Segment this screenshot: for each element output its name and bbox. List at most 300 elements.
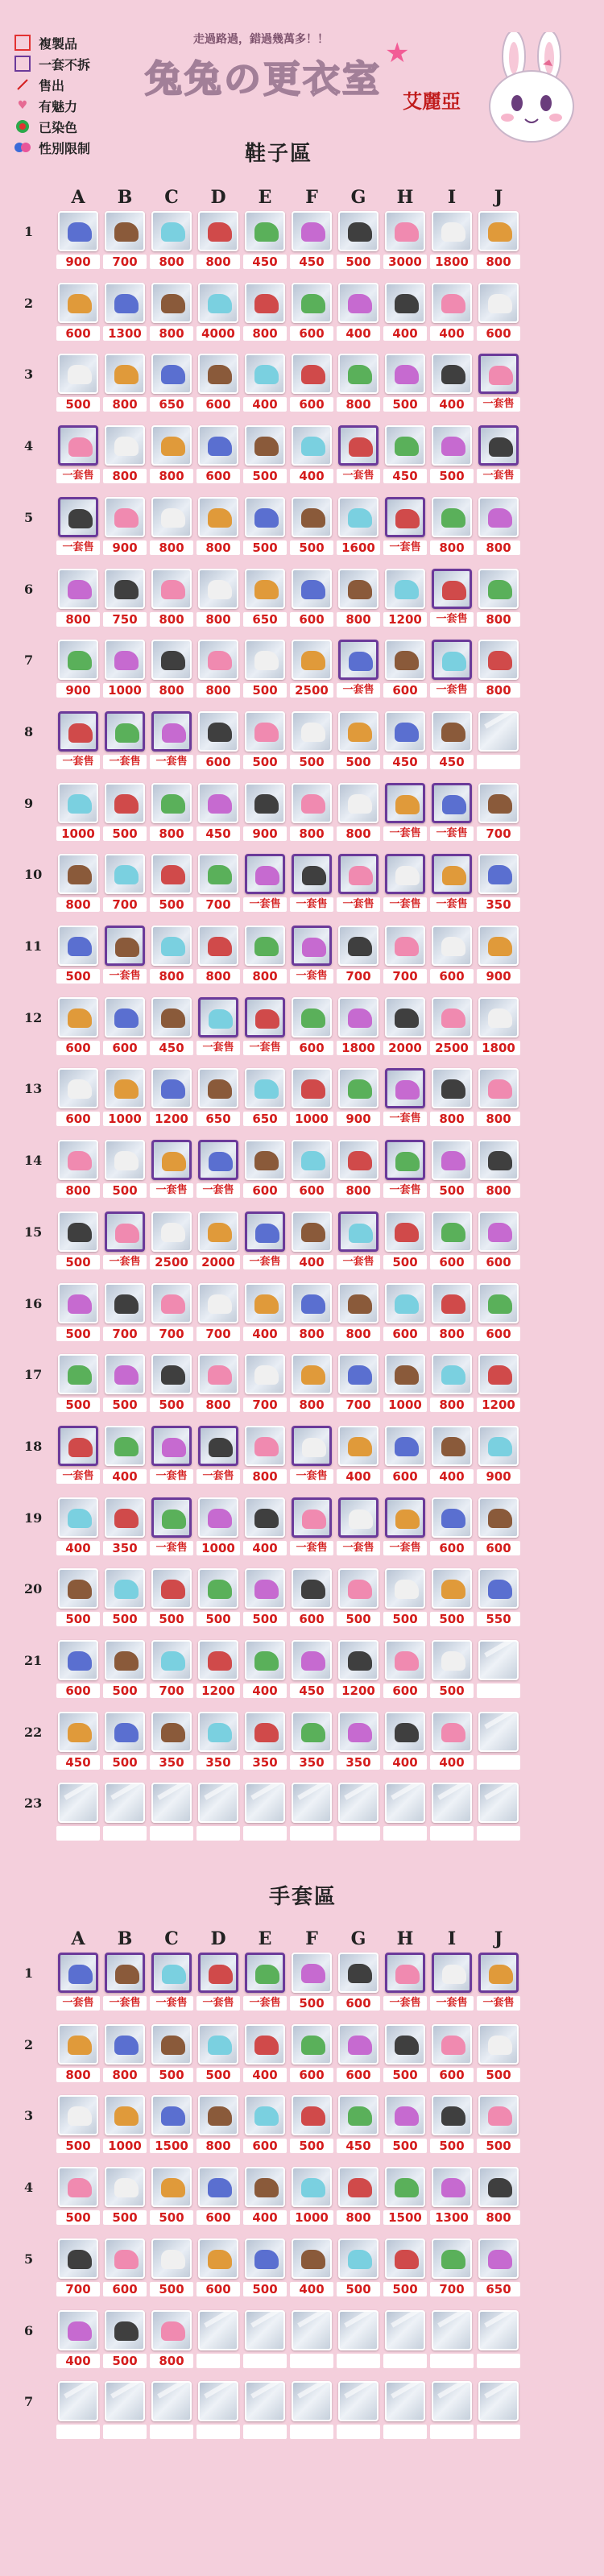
item-cell[interactable] bbox=[103, 2167, 147, 2225]
item-thumbnail[interactable] bbox=[338, 283, 379, 323]
item-cell[interactable] bbox=[337, 2310, 380, 2368]
item-thumbnail[interactable] bbox=[478, 2310, 519, 2350]
item-thumbnail[interactable] bbox=[151, 2238, 192, 2279]
item-cell[interactable] bbox=[243, 926, 287, 984]
item-thumbnail[interactable] bbox=[478, 1568, 519, 1609]
item-cell[interactable] bbox=[150, 1568, 193, 1626]
item-thumbnail[interactable] bbox=[245, 2238, 285, 2279]
item-cell[interactable] bbox=[337, 711, 380, 769]
item-thumbnail[interactable] bbox=[478, 1211, 519, 1252]
item-cell[interactable] bbox=[477, 354, 520, 412]
item-thumbnail[interactable] bbox=[385, 497, 425, 537]
item-thumbnail[interactable] bbox=[151, 1068, 192, 1108]
item-cell[interactable] bbox=[197, 2095, 240, 2153]
item-thumbnail[interactable] bbox=[105, 211, 145, 251]
item-thumbnail[interactable] bbox=[338, 2310, 379, 2350]
item-thumbnail[interactable] bbox=[58, 354, 98, 394]
item-thumbnail[interactable] bbox=[338, 2095, 379, 2135]
item-cell[interactable] bbox=[243, 1283, 287, 1341]
item-cell[interactable] bbox=[56, 569, 100, 627]
item-thumbnail[interactable] bbox=[245, 1283, 285, 1323]
item-thumbnail[interactable] bbox=[198, 1068, 238, 1108]
item-thumbnail[interactable] bbox=[105, 711, 145, 752]
item-cell[interactable] bbox=[103, 211, 147, 269]
item-cell[interactable] bbox=[337, 1283, 380, 1341]
item-thumbnail[interactable] bbox=[432, 854, 472, 894]
item-cell[interactable] bbox=[56, 1354, 100, 1412]
item-thumbnail[interactable] bbox=[432, 711, 472, 752]
item-cell[interactable] bbox=[383, 997, 427, 1055]
item-cell[interactable] bbox=[243, 1211, 287, 1269]
item-thumbnail[interactable] bbox=[478, 354, 519, 394]
item-cell[interactable] bbox=[430, 569, 474, 627]
item-thumbnail[interactable] bbox=[478, 569, 519, 609]
item-thumbnail[interactable] bbox=[338, 1712, 379, 1752]
item-thumbnail[interactable] bbox=[245, 1640, 285, 1680]
item-thumbnail[interactable] bbox=[105, 1211, 145, 1252]
item-cell[interactable] bbox=[243, 354, 287, 412]
item-cell[interactable] bbox=[150, 283, 193, 341]
item-cell[interactable] bbox=[197, 2024, 240, 2082]
item-cell[interactable] bbox=[430, 1568, 474, 1626]
item-thumbnail[interactable] bbox=[245, 2167, 285, 2207]
item-thumbnail[interactable] bbox=[58, 2167, 98, 2207]
item-cell[interactable] bbox=[56, 1568, 100, 1626]
item-cell[interactable] bbox=[337, 283, 380, 341]
item-thumbnail[interactable] bbox=[478, 854, 519, 894]
item-thumbnail[interactable] bbox=[151, 425, 192, 466]
item-thumbnail[interactable] bbox=[151, 283, 192, 323]
item-cell[interactable] bbox=[243, 497, 287, 555]
item-cell[interactable] bbox=[103, 497, 147, 555]
item-cell[interactable] bbox=[243, 1568, 287, 1626]
item-cell[interactable] bbox=[56, 1068, 100, 1126]
item-cell[interactable] bbox=[243, 2310, 287, 2368]
item-cell[interactable] bbox=[477, 926, 520, 984]
item-thumbnail[interactable] bbox=[338, 1497, 379, 1538]
item-thumbnail[interactable] bbox=[105, 569, 145, 609]
item-cell[interactable] bbox=[477, 2310, 520, 2368]
item-cell[interactable] bbox=[197, 640, 240, 698]
item-thumbnail[interactable] bbox=[198, 783, 238, 823]
item-thumbnail[interactable] bbox=[478, 997, 519, 1037]
item-thumbnail[interactable] bbox=[338, 1568, 379, 1609]
item-cell[interactable] bbox=[197, 926, 240, 984]
item-cell[interactable] bbox=[290, 711, 333, 769]
item-cell[interactable] bbox=[337, 1211, 380, 1269]
item-thumbnail[interactable] bbox=[245, 1068, 285, 1108]
item-thumbnail[interactable] bbox=[292, 1140, 332, 1180]
item-cell[interactable] bbox=[197, 354, 240, 412]
item-thumbnail[interactable] bbox=[105, 1953, 145, 1993]
item-cell[interactable] bbox=[103, 1211, 147, 1269]
item-thumbnail[interactable] bbox=[151, 211, 192, 251]
item-cell[interactable] bbox=[290, 2095, 333, 2153]
item-thumbnail[interactable] bbox=[338, 354, 379, 394]
item-cell[interactable] bbox=[477, 1068, 520, 1126]
item-cell[interactable] bbox=[103, 1283, 147, 1341]
item-cell[interactable] bbox=[103, 711, 147, 769]
item-cell[interactable] bbox=[103, 1068, 147, 1126]
item-thumbnail[interactable] bbox=[245, 2095, 285, 2135]
item-cell[interactable] bbox=[337, 2381, 380, 2439]
item-thumbnail[interactable] bbox=[432, 497, 472, 537]
item-cell[interactable] bbox=[150, 2095, 193, 2153]
item-thumbnail[interactable] bbox=[478, 1140, 519, 1180]
item-cell[interactable] bbox=[337, 783, 380, 841]
item-cell[interactable] bbox=[197, 1068, 240, 1126]
item-thumbnail[interactable] bbox=[245, 2024, 285, 2065]
item-cell[interactable] bbox=[430, 926, 474, 984]
item-cell[interactable] bbox=[150, 2381, 193, 2439]
item-thumbnail[interactable] bbox=[245, 1953, 285, 1993]
item-thumbnail[interactable] bbox=[245, 1426, 285, 1466]
item-cell[interactable] bbox=[197, 2238, 240, 2296]
item-thumbnail[interactable] bbox=[432, 2310, 472, 2350]
item-thumbnail[interactable] bbox=[245, 1354, 285, 1394]
item-cell[interactable] bbox=[56, 1283, 100, 1341]
item-thumbnail[interactable] bbox=[292, 1497, 332, 1538]
item-thumbnail[interactable] bbox=[338, 569, 379, 609]
item-cell[interactable] bbox=[150, 1953, 193, 2011]
item-cell[interactable] bbox=[383, 211, 427, 269]
item-cell[interactable] bbox=[430, 1426, 474, 1484]
item-cell[interactable] bbox=[150, 569, 193, 627]
item-cell[interactable] bbox=[337, 569, 380, 627]
item-thumbnail[interactable] bbox=[432, 1712, 472, 1752]
item-cell[interactable] bbox=[197, 1640, 240, 1698]
item-cell[interactable] bbox=[56, 1953, 100, 2011]
item-cell[interactable] bbox=[430, 1783, 474, 1841]
item-thumbnail[interactable] bbox=[478, 711, 519, 752]
item-cell[interactable] bbox=[56, 997, 100, 1055]
item-cell[interactable] bbox=[290, 2167, 333, 2225]
item-thumbnail[interactable] bbox=[292, 1354, 332, 1394]
item-cell[interactable] bbox=[477, 640, 520, 698]
item-thumbnail[interactable] bbox=[105, 1712, 145, 1752]
item-thumbnail[interactable] bbox=[198, 1640, 238, 1680]
item-thumbnail[interactable] bbox=[245, 2381, 285, 2421]
item-cell[interactable] bbox=[103, 354, 147, 412]
item-thumbnail[interactable] bbox=[338, 1426, 379, 1466]
item-cell[interactable] bbox=[243, 1712, 287, 1770]
item-cell[interactable] bbox=[103, 1953, 147, 2011]
item-thumbnail[interactable] bbox=[198, 997, 238, 1037]
item-cell[interactable] bbox=[290, 1953, 333, 2011]
item-thumbnail[interactable] bbox=[151, 1283, 192, 1323]
item-cell[interactable] bbox=[383, 1783, 427, 1841]
item-thumbnail[interactable] bbox=[245, 1783, 285, 1823]
item-thumbnail[interactable] bbox=[151, 2381, 192, 2421]
item-cell[interactable] bbox=[197, 1140, 240, 1198]
item-thumbnail[interactable] bbox=[105, 1497, 145, 1538]
item-thumbnail[interactable] bbox=[151, 1953, 192, 1993]
item-thumbnail[interactable] bbox=[245, 1497, 285, 1538]
item-cell[interactable] bbox=[337, 1140, 380, 1198]
item-thumbnail[interactable] bbox=[58, 926, 98, 966]
item-cell[interactable] bbox=[430, 854, 474, 912]
item-cell[interactable] bbox=[243, 1497, 287, 1555]
item-cell[interactable] bbox=[56, 1497, 100, 1555]
item-cell[interactable] bbox=[103, 1426, 147, 1484]
item-cell[interactable] bbox=[103, 2024, 147, 2082]
item-thumbnail[interactable] bbox=[58, 1953, 98, 1993]
item-thumbnail[interactable] bbox=[105, 497, 145, 537]
item-cell[interactable] bbox=[477, 1283, 520, 1341]
item-thumbnail[interactable] bbox=[385, 1140, 425, 1180]
item-thumbnail[interactable] bbox=[198, 2095, 238, 2135]
item-cell[interactable] bbox=[383, 1068, 427, 1126]
item-cell[interactable] bbox=[477, 1783, 520, 1841]
item-thumbnail[interactable] bbox=[105, 354, 145, 394]
item-thumbnail[interactable] bbox=[58, 854, 98, 894]
item-cell[interactable] bbox=[243, 2167, 287, 2225]
item-thumbnail[interactable] bbox=[245, 640, 285, 680]
item-cell[interactable] bbox=[430, 1497, 474, 1555]
item-thumbnail[interactable] bbox=[58, 497, 98, 537]
item-thumbnail[interactable] bbox=[385, 854, 425, 894]
item-thumbnail[interactable] bbox=[338, 1068, 379, 1108]
item-cell[interactable] bbox=[290, 854, 333, 912]
item-cell[interactable] bbox=[56, 2310, 100, 2368]
item-cell[interactable] bbox=[383, 425, 427, 483]
item-thumbnail[interactable] bbox=[105, 2381, 145, 2421]
item-thumbnail[interactable] bbox=[151, 1497, 192, 1538]
item-thumbnail[interactable] bbox=[385, 2095, 425, 2135]
item-thumbnail[interactable] bbox=[105, 425, 145, 466]
item-thumbnail[interactable] bbox=[151, 1568, 192, 1609]
item-cell[interactable] bbox=[430, 1283, 474, 1341]
item-cell[interactable] bbox=[430, 1354, 474, 1412]
item-cell[interactable] bbox=[337, 425, 380, 483]
item-thumbnail[interactable] bbox=[105, 783, 145, 823]
item-cell[interactable] bbox=[337, 1783, 380, 1841]
item-cell[interactable] bbox=[337, 1497, 380, 1555]
item-thumbnail[interactable] bbox=[105, 854, 145, 894]
item-thumbnail[interactable] bbox=[385, 425, 425, 466]
item-thumbnail[interactable] bbox=[432, 997, 472, 1037]
item-cell[interactable] bbox=[103, 1568, 147, 1626]
item-cell[interactable] bbox=[337, 497, 380, 555]
item-thumbnail[interactable] bbox=[478, 2095, 519, 2135]
item-thumbnail[interactable] bbox=[432, 2095, 472, 2135]
item-cell[interactable] bbox=[150, 1426, 193, 1484]
item-cell[interactable] bbox=[337, 2238, 380, 2296]
item-cell[interactable] bbox=[150, 1712, 193, 1770]
item-thumbnail[interactable] bbox=[105, 1283, 145, 1323]
item-cell[interactable] bbox=[197, 1953, 240, 2011]
item-thumbnail[interactable] bbox=[478, 1068, 519, 1108]
item-cell[interactable] bbox=[383, 1568, 427, 1626]
item-cell[interactable] bbox=[103, 854, 147, 912]
item-thumbnail[interactable] bbox=[338, 926, 379, 966]
item-cell[interactable] bbox=[383, 283, 427, 341]
item-thumbnail[interactable] bbox=[245, 569, 285, 609]
item-cell[interactable] bbox=[337, 1426, 380, 1484]
item-cell[interactable] bbox=[337, 926, 380, 984]
item-thumbnail[interactable] bbox=[432, 1068, 472, 1108]
item-cell[interactable] bbox=[103, 2310, 147, 2368]
item-thumbnail[interactable] bbox=[58, 1497, 98, 1538]
item-thumbnail[interactable] bbox=[385, 783, 425, 823]
item-cell[interactable] bbox=[290, 2238, 333, 2296]
item-thumbnail[interactable] bbox=[292, 1211, 332, 1252]
item-cell[interactable] bbox=[150, 783, 193, 841]
item-cell[interactable] bbox=[477, 711, 520, 769]
item-cell[interactable] bbox=[150, 1068, 193, 1126]
item-thumbnail[interactable] bbox=[245, 997, 285, 1037]
item-cell[interactable] bbox=[290, 1712, 333, 1770]
item-cell[interactable] bbox=[56, 497, 100, 555]
item-thumbnail[interactable] bbox=[198, 2024, 238, 2065]
item-thumbnail[interactable] bbox=[151, 1354, 192, 1394]
item-cell[interactable] bbox=[290, 2310, 333, 2368]
item-thumbnail[interactable] bbox=[292, 1783, 332, 1823]
item-cell[interactable] bbox=[290, 425, 333, 483]
item-thumbnail[interactable] bbox=[292, 2381, 332, 2421]
item-cell[interactable] bbox=[430, 711, 474, 769]
item-thumbnail[interactable] bbox=[292, 1426, 332, 1466]
item-thumbnail[interactable] bbox=[385, 2167, 425, 2207]
item-cell[interactable] bbox=[103, 997, 147, 1055]
item-cell[interactable] bbox=[383, 1497, 427, 1555]
item-thumbnail[interactable] bbox=[105, 1140, 145, 1180]
item-cell[interactable] bbox=[197, 1783, 240, 1841]
item-thumbnail[interactable] bbox=[105, 2024, 145, 2065]
item-thumbnail[interactable] bbox=[105, 1068, 145, 1108]
item-thumbnail[interactable] bbox=[385, 640, 425, 680]
item-thumbnail[interactable] bbox=[478, 1426, 519, 1466]
item-thumbnail[interactable] bbox=[338, 2238, 379, 2279]
item-cell[interactable] bbox=[430, 640, 474, 698]
item-cell[interactable] bbox=[383, 2238, 427, 2296]
item-thumbnail[interactable] bbox=[151, 926, 192, 966]
item-cell[interactable] bbox=[103, 1640, 147, 1698]
item-cell[interactable] bbox=[197, 1497, 240, 1555]
item-thumbnail[interactable] bbox=[292, 926, 332, 966]
item-thumbnail[interactable] bbox=[58, 1426, 98, 1466]
item-thumbnail[interactable] bbox=[245, 1712, 285, 1752]
item-thumbnail[interactable] bbox=[245, 2310, 285, 2350]
item-cell[interactable] bbox=[197, 1354, 240, 1412]
item-thumbnail[interactable] bbox=[292, 1283, 332, 1323]
item-thumbnail[interactable] bbox=[151, 2024, 192, 2065]
item-cell[interactable] bbox=[150, 2238, 193, 2296]
item-thumbnail[interactable] bbox=[245, 1568, 285, 1609]
item-thumbnail[interactable] bbox=[198, 2381, 238, 2421]
item-thumbnail[interactable] bbox=[292, 1712, 332, 1752]
item-thumbnail[interactable] bbox=[105, 1354, 145, 1394]
item-thumbnail[interactable] bbox=[292, 1568, 332, 1609]
item-thumbnail[interactable] bbox=[105, 2310, 145, 2350]
item-cell[interactable] bbox=[337, 2024, 380, 2082]
item-cell[interactable] bbox=[243, 2095, 287, 2153]
item-thumbnail[interactable] bbox=[58, 211, 98, 251]
item-thumbnail[interactable] bbox=[245, 783, 285, 823]
item-thumbnail[interactable] bbox=[151, 1211, 192, 1252]
item-cell[interactable] bbox=[477, 1211, 520, 1269]
item-thumbnail[interactable] bbox=[478, 1712, 519, 1752]
item-thumbnail[interactable] bbox=[385, 283, 425, 323]
item-cell[interactable] bbox=[337, 1640, 380, 1698]
item-thumbnail[interactable] bbox=[198, 1953, 238, 1993]
item-cell[interactable] bbox=[290, 1426, 333, 1484]
item-cell[interactable] bbox=[430, 1068, 474, 1126]
item-cell[interactable] bbox=[383, 497, 427, 555]
item-thumbnail[interactable] bbox=[151, 1426, 192, 1466]
item-thumbnail[interactable] bbox=[151, 640, 192, 680]
item-thumbnail[interactable] bbox=[385, 354, 425, 394]
item-cell[interactable] bbox=[150, 211, 193, 269]
item-cell[interactable] bbox=[197, 1283, 240, 1341]
item-cell[interactable] bbox=[56, 1712, 100, 1770]
item-thumbnail[interactable] bbox=[385, 1712, 425, 1752]
item-cell[interactable] bbox=[290, 354, 333, 412]
item-cell[interactable] bbox=[197, 2381, 240, 2439]
item-cell[interactable] bbox=[477, 2095, 520, 2153]
item-thumbnail[interactable] bbox=[58, 569, 98, 609]
item-cell[interactable] bbox=[477, 1568, 520, 1626]
item-cell[interactable] bbox=[197, 425, 240, 483]
item-thumbnail[interactable] bbox=[245, 211, 285, 251]
item-thumbnail[interactable] bbox=[105, 2238, 145, 2279]
item-thumbnail[interactable] bbox=[385, 569, 425, 609]
item-thumbnail[interactable] bbox=[432, 569, 472, 609]
item-thumbnail[interactable] bbox=[338, 854, 379, 894]
item-thumbnail[interactable] bbox=[245, 854, 285, 894]
item-cell[interactable] bbox=[430, 783, 474, 841]
item-thumbnail[interactable] bbox=[198, 2238, 238, 2279]
item-thumbnail[interactable] bbox=[105, 283, 145, 323]
item-thumbnail[interactable] bbox=[338, 2381, 379, 2421]
item-cell[interactable] bbox=[383, 1426, 427, 1484]
item-thumbnail[interactable] bbox=[105, 1426, 145, 1466]
item-thumbnail[interactable] bbox=[432, 1783, 472, 1823]
item-thumbnail[interactable] bbox=[58, 2024, 98, 2065]
item-thumbnail[interactable] bbox=[58, 1783, 98, 1823]
item-thumbnail[interactable] bbox=[58, 425, 98, 466]
item-thumbnail[interactable] bbox=[432, 2238, 472, 2279]
item-cell[interactable] bbox=[56, 926, 100, 984]
item-thumbnail[interactable] bbox=[478, 1283, 519, 1323]
item-cell[interactable] bbox=[150, 425, 193, 483]
item-cell[interactable] bbox=[477, 497, 520, 555]
item-thumbnail[interactable] bbox=[478, 2238, 519, 2279]
item-thumbnail[interactable] bbox=[385, 2024, 425, 2065]
item-thumbnail[interactable] bbox=[198, 1712, 238, 1752]
item-thumbnail[interactable] bbox=[385, 1354, 425, 1394]
item-thumbnail[interactable] bbox=[198, 354, 238, 394]
item-thumbnail[interactable] bbox=[385, 926, 425, 966]
item-thumbnail[interactable] bbox=[245, 425, 285, 466]
item-thumbnail[interactable] bbox=[385, 2381, 425, 2421]
item-thumbnail[interactable] bbox=[198, 1426, 238, 1466]
item-cell[interactable] bbox=[197, 497, 240, 555]
item-cell[interactable] bbox=[290, 211, 333, 269]
item-thumbnail[interactable] bbox=[338, 2167, 379, 2207]
item-thumbnail[interactable] bbox=[245, 926, 285, 966]
item-cell[interactable] bbox=[150, 997, 193, 1055]
item-cell[interactable] bbox=[383, 1140, 427, 1198]
item-cell[interactable] bbox=[243, 854, 287, 912]
item-thumbnail[interactable] bbox=[292, 497, 332, 537]
item-cell[interactable] bbox=[243, 2381, 287, 2439]
item-cell[interactable] bbox=[477, 569, 520, 627]
item-thumbnail[interactable] bbox=[478, 425, 519, 466]
item-thumbnail[interactable] bbox=[432, 283, 472, 323]
item-thumbnail[interactable] bbox=[432, 425, 472, 466]
item-cell[interactable] bbox=[337, 640, 380, 698]
